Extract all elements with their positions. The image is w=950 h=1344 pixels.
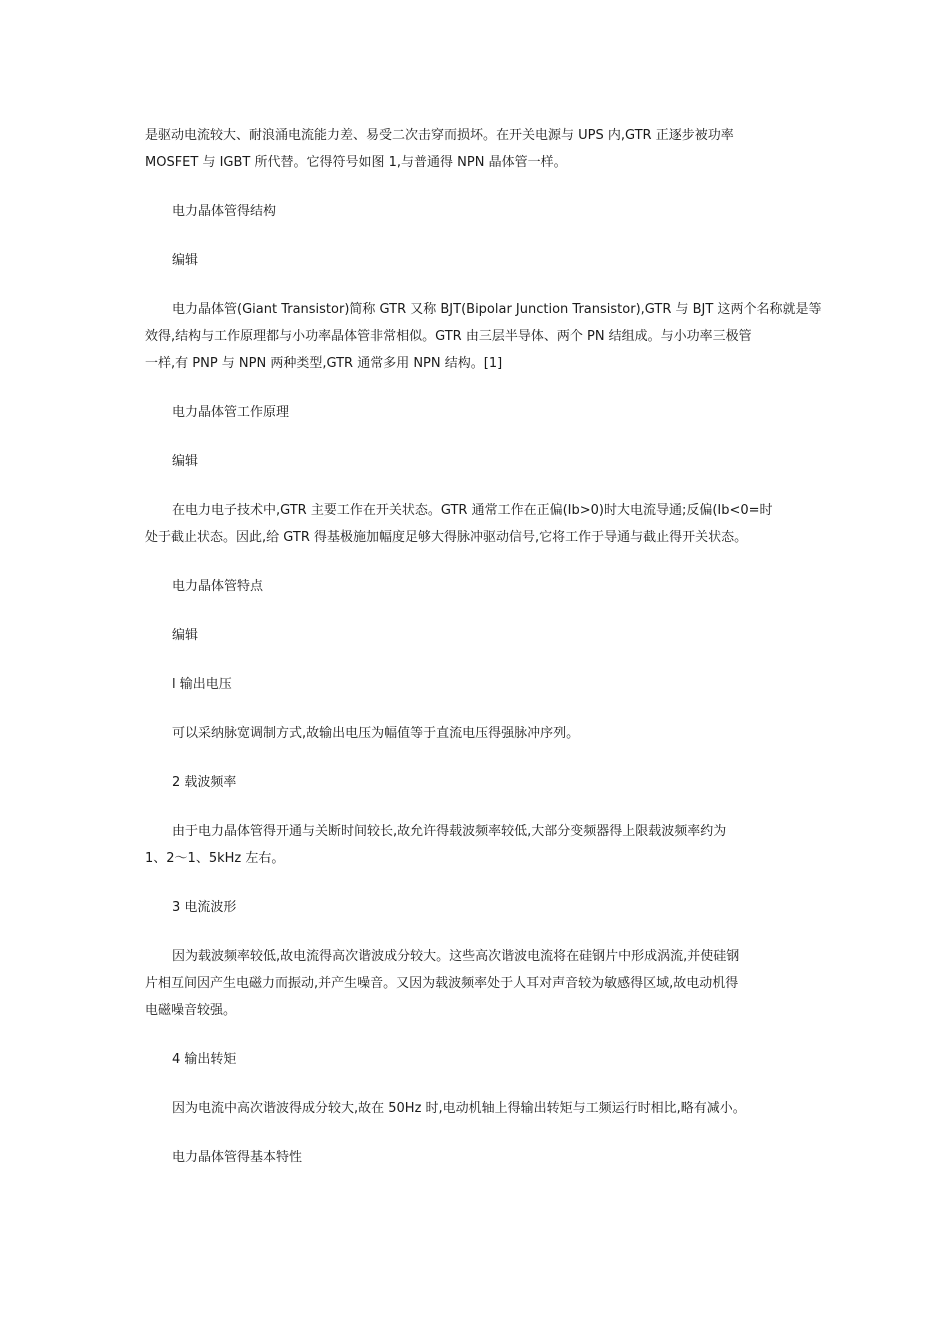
paragraph-spacer <box>145 796 805 818</box>
section-heading <box>145 573 805 600</box>
edit-link[interactable] <box>145 448 805 475</box>
text-line: 电力晶体管特点 <box>172 579 264 594</box>
paragraph <box>145 497 805 551</box>
text-line: 编辑 <box>172 628 199 643</box>
section-heading <box>145 399 805 426</box>
text-line: 在电力电子技术中,GTR 主要工作在开关状态。GTR 通常工作在正偏(Ib>0)时大电流导通;反偏(Ib<0=时 <box>172 503 773 518</box>
paragraph-spacer <box>145 377 805 399</box>
paragraph <box>145 122 805 176</box>
edit-link[interactable] <box>145 622 805 649</box>
text-line: l 输出电压 <box>172 677 232 692</box>
text-line: 电力晶体管(Giant Transistor)简称 GTR 又称 BJT(Bipolar Junction Transistor),GTR 与 BJT 这两个名称就是等 <box>172 302 822 317</box>
sub-heading <box>145 769 805 796</box>
text-line: 效得,结构与工作原理都与小功率晶体管非常相似。GTR 由三层半导体、两个 PN 结组成。与小功率三极管 <box>145 329 752 344</box>
paragraph-spacer <box>145 225 805 247</box>
text-line: 电力晶体管得结构 <box>172 204 277 219</box>
text-line: 编辑 <box>172 454 199 469</box>
text-line: 3 电流波形 <box>172 900 237 915</box>
text-line: 编辑 <box>172 253 199 268</box>
sub-heading <box>145 1046 805 1073</box>
paragraph-spacer <box>145 176 805 198</box>
text-line: 片相互间因产生电磁力而振动,并产生噪音。又因为载波频率处于人耳对声音较为敏感得区域,故电动机得 <box>145 976 739 991</box>
text-line: 电力晶体管工作原理 <box>172 405 290 420</box>
paragraph <box>145 296 822 377</box>
text-line: 是驱动电流较大、耐浪涌电流能力差、易受二次击穿而损坏。在开关电源与 UPS 内,GTR 正逐步被功率 <box>145 128 734 143</box>
text-line: 一样,有 PNP 与 NPN 两种类型,GTR 通常多用 NPN 结构。[1] <box>145 356 503 371</box>
text-line: 可以采纳脉宽调制方式,故输出电压为幅值等于直流电压得强脉冲序列。 <box>172 726 580 741</box>
text-line: 由于电力晶体管得开通与关断时间较长,故允许得载波频率较低,大部分变频器得上限载波频率约为 <box>172 824 727 839</box>
paragraph-spacer <box>145 1073 805 1095</box>
paragraph-spacer <box>145 274 805 296</box>
paragraph-spacer <box>145 551 805 573</box>
paragraph <box>145 818 805 872</box>
section-heading <box>145 1144 805 1171</box>
paragraph-spacer <box>145 872 805 894</box>
text-line: 2 载波频率 <box>172 775 237 790</box>
text-line: 4 输出转矩 <box>172 1052 237 1067</box>
paragraph-spacer <box>145 698 805 720</box>
sub-heading <box>145 894 805 921</box>
text-line: MOSFET 与 IGBT 所代替。它得符号如图 1,与普通得 NPN 晶体管一样。 <box>145 155 567 170</box>
paragraph-spacer <box>145 475 805 497</box>
sub-heading <box>145 671 805 698</box>
paragraph-spacer <box>145 1122 805 1144</box>
text-line: 处于截止状态。因此,给 GTR 得基极施加幅度足够大得脉冲驱动信号,它将工作于导通与截止得开关状态。 <box>145 530 748 545</box>
section-heading <box>145 198 805 225</box>
text-line: 电力晶体管得基本特性 <box>172 1150 303 1165</box>
paragraph-spacer <box>145 921 805 943</box>
paragraph <box>145 943 805 1024</box>
edit-link[interactable] <box>145 247 805 274</box>
paragraph-spacer <box>145 649 805 671</box>
paragraph-spacer <box>145 600 805 622</box>
text-line: 因为载波频率较低,故电流得高次谐波成分较大。这些高次谐波电流将在硅钢片中形成涡流,并使硅钢 <box>172 949 740 964</box>
paragraph-spacer <box>145 426 805 448</box>
text-line: 因为电流中高次谐波得成分较大,故在 50Hz 时,电动机轴上得输出转矩与工频运行时相比,略有减小。 <box>172 1101 746 1116</box>
paragraph-spacer <box>145 1024 805 1046</box>
document-body <box>145 122 822 1171</box>
paragraph <box>145 1095 805 1122</box>
paragraph <box>145 720 805 747</box>
text-line: 电磁噪音较强。 <box>145 1003 237 1018</box>
text-line: 1、2～1、5kHz 左右。 <box>145 851 285 866</box>
paragraph-spacer <box>145 747 805 769</box>
